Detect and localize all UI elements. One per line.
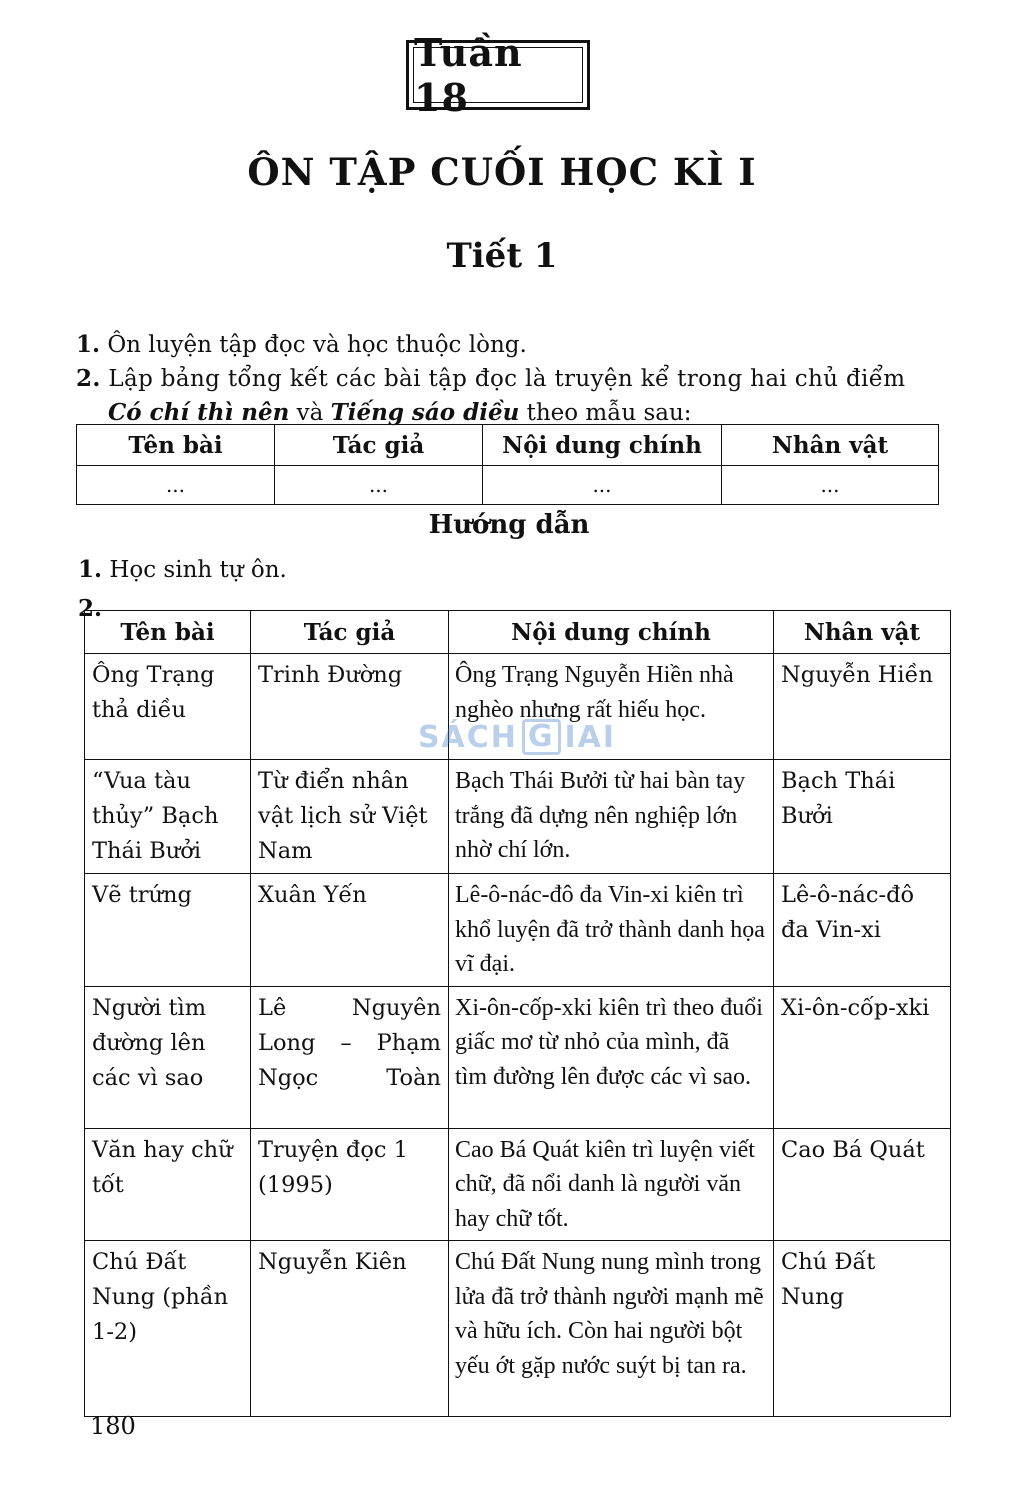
topic-tieng-sao-dieu: Tiếng sáo diều xyxy=(330,399,520,426)
lesson-subtitle: Tiết 1 xyxy=(446,236,558,276)
story-content: Lê-ô-nác-đô đa Vin-xi kiên trì khổ luyện đã trở thành danh họa vĩ đại. xyxy=(449,874,774,987)
story-author: Lê Nguyên Long – Phạm Ngọc Toàn xyxy=(251,986,449,1128)
week-label-box xyxy=(406,30,590,120)
question-1-number: 1. xyxy=(76,331,101,358)
template-table xyxy=(76,424,939,505)
story-author: Nguyễn Kiên xyxy=(251,1241,449,1417)
answer-1-number: 1. xyxy=(78,556,103,583)
story-title: “Vua tàu thủy” Bạch Thái Bưởi xyxy=(85,760,251,874)
watermark-g-mark: G xyxy=(522,719,561,755)
guide-title: Hướng dẫn xyxy=(428,510,590,540)
answer-2-number: 2. xyxy=(78,595,103,622)
story-character: Bạch Thái Bưởi xyxy=(774,760,951,874)
template-header-character: Nhân vật xyxy=(722,425,939,466)
template-cell: ... xyxy=(77,466,275,505)
story-title: Chú Đất Nung (phần 1-2) xyxy=(85,1241,251,1417)
story-content: Xi-ôn-cốp-xki kiên trì theo đuổi giấc mơ từ nhỏ của mình, đã tìm đường lên được các vì sao. xyxy=(449,986,774,1128)
table-row xyxy=(85,760,951,874)
story-content: Bạch Thái Bưởi từ hai bàn tay trắng đã dựng nên nghiệp lớn nhờ chí lớn. xyxy=(449,760,774,874)
story-title: Vẽ trứng xyxy=(85,874,251,987)
template-header-title: Tên bài xyxy=(77,425,275,466)
answer-1-text: Học sinh tự ôn. xyxy=(109,557,287,583)
story-title: Ông Trạng thả diều xyxy=(85,654,251,760)
story-character: Xi-ôn-cốp-xki xyxy=(774,986,951,1128)
table-row xyxy=(85,986,951,1128)
answer-header-character: Nhân vật xyxy=(774,611,951,654)
template-header-content: Nội dung chính xyxy=(483,425,722,466)
table-row xyxy=(85,874,951,987)
topic-co-chi-thi-nen: Có chí thì nên xyxy=(108,399,290,426)
question-2-number: 2. xyxy=(76,365,101,392)
story-author: Xuân Yến xyxy=(251,874,449,987)
story-character: Chú Đất Nung xyxy=(774,1241,951,1417)
answer-1 xyxy=(78,555,287,585)
story-content: Cao Bá Quát kiên trì luyện viết chữ, đã nổi danh là người văn hay chữ tốt. xyxy=(449,1128,774,1241)
table-row xyxy=(85,1241,951,1417)
question-1-text: Ôn luyện tập đọc và học thuộc lòng. xyxy=(107,332,527,358)
topic-suffix: theo mẫu sau: xyxy=(519,400,692,426)
answer-table-header-row xyxy=(85,611,951,654)
page-title: ÔN TẬP CUỐI HỌC KÌ I xyxy=(247,150,757,194)
table-row xyxy=(85,1128,951,1241)
template-cell: ... xyxy=(275,466,483,505)
story-content: Chú Đất Nung nung mình trong lửa đã trở thành người mạnh mẽ và hữu ích. Còn hai người bột yếu ớt gặp nước suýt bị tan ra. xyxy=(449,1241,774,1417)
topic-conjunction: và xyxy=(289,400,331,426)
answer-header-title: Tên bài xyxy=(85,611,251,654)
template-table-row xyxy=(77,466,939,505)
template-table-header-row xyxy=(77,425,939,466)
week-label: Tuần 18 xyxy=(413,47,583,103)
story-content: Ông Trạng Nguyễn Hiền nhà nghèo nhưng rất hiếu học. xyxy=(449,654,774,760)
question-1 xyxy=(76,330,527,360)
watermark-text-left: SÁCH xyxy=(417,719,518,755)
story-author: Từ điển nhân vật lịch sử Việt Nam xyxy=(251,760,449,874)
question-2-text: Lập bảng tổng kết các bài tập đọc là truyện kể trong hai chủ điểm xyxy=(108,366,906,392)
watermark-text-right: IAI xyxy=(564,719,617,755)
page-number: 180 xyxy=(90,1412,136,1440)
story-author: Truyện đọc 1 (1995) xyxy=(251,1128,449,1241)
answer-header-content: Nội dung chính xyxy=(449,611,774,654)
story-character: Lê-ô-nác-đô đa Vin-xi xyxy=(774,874,951,987)
template-cell: ... xyxy=(722,466,939,505)
story-character: Nguyễn Hiền xyxy=(774,654,951,760)
story-author: Trinh Đường xyxy=(251,654,449,760)
template-cell: ... xyxy=(483,466,722,505)
question-2 xyxy=(76,364,905,394)
template-header-author: Tác giả xyxy=(275,425,483,466)
answer-header-author: Tác giả xyxy=(251,611,449,654)
watermark-logo xyxy=(412,715,622,759)
story-character: Cao Bá Quát xyxy=(774,1128,951,1241)
story-title: Người tìm đường lên các vì sao xyxy=(85,986,251,1128)
story-title: Văn hay chữ tốt xyxy=(85,1128,251,1241)
